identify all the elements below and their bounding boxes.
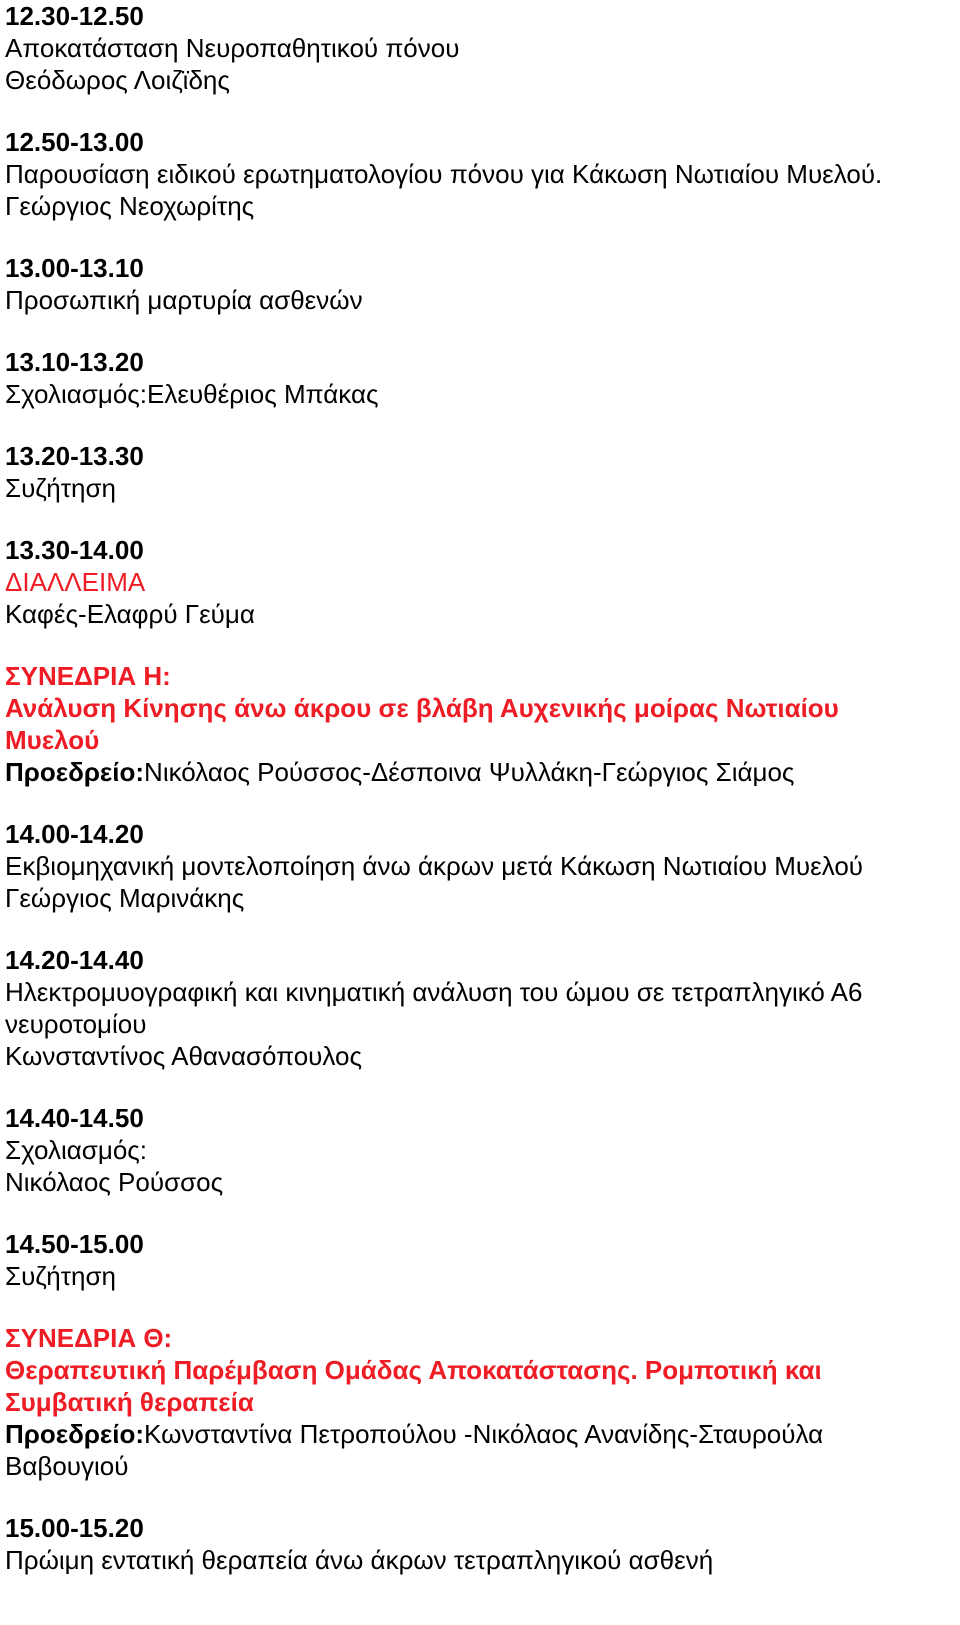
- speaker-name: Νικόλαος Ρούσσος: [5, 1167, 224, 1197]
- talk-title: Σχολιασμός:Ελευθέριος Μπάκας: [5, 379, 379, 409]
- session-chair: [5, 756, 955, 788]
- chair-names: Νικόλαος Ρούσσος-Δέσποινα Ψυλλάκη-Γεώργιος Σιάμος: [144, 757, 795, 787]
- talk-title: Συζήτηση: [5, 1261, 116, 1291]
- session-heading: ΣΥΝΕΔΡΙΑ Η:: [5, 661, 171, 691]
- session-title: [5, 1354, 955, 1386]
- speaker-name: Γεώργιος Μαρινάκης: [5, 883, 245, 913]
- session-title: Μυελού: [5, 725, 100, 755]
- time-slot: 14.00-14.20: [5, 819, 144, 849]
- time-slot: 14.50-15.00: [5, 1229, 144, 1259]
- time-slot: 13.30-14.00: [5, 535, 144, 565]
- time-slot: 12.30-12.50: [5, 1, 144, 31]
- talk-title: Παρουσίαση ειδικού ερωτηματολογίου πόνου για Κάκωση Νωτιαίου Μυελού.: [5, 159, 883, 189]
- talk-title: Ηλεκτρομυογραφική και κινηματική ανάλυση του ώμου σε τετραπληγικό Α6: [5, 977, 863, 1007]
- program-page: [5, 0, 955, 1576]
- chair-names: Κωνσταντίνα Πετροπούλου -Νικόλαος Ανανίδης-Σταυρούλα: [144, 1419, 824, 1449]
- session-title-part: Θεραπευτική Παρέμβαση Ομάδας Αποκατάστασης.: [5, 1355, 638, 1385]
- time-slot: 13.10-13.20: [5, 347, 144, 377]
- talk-title: Συζήτηση: [5, 473, 116, 503]
- session-chair: [5, 1418, 955, 1450]
- session-title: Ανάλυση Κίνησης άνω άκρου σε βλάβη Αυχενικής μοίρας Νωτιαίου: [5, 693, 839, 723]
- talk-title: Εκβιομηχανική μοντελοποίηση άνω άκρων μετά Κάκωση Νωτιαίου Μυελού: [5, 851, 864, 881]
- chair-names-continued: Βαβουγιού: [5, 1451, 129, 1481]
- time-slot: 13.20-13.30: [5, 441, 144, 471]
- talk-title: Αποκατάσταση Νευροπαθητικού πόνου: [5, 33, 460, 63]
- talk-title: Προσωπική μαρτυρία ασθενών: [5, 285, 363, 315]
- talk-title: Πρώιμη εντατική θεραπεία άνω άκρων τετραπληγικού ασθενή: [5, 1545, 714, 1575]
- speaker-name: Θεόδωρος Λοιζϊδης: [5, 65, 230, 95]
- session-title: Συμβατική θεραπεία: [5, 1387, 254, 1417]
- time-slot: 13.00-13.10: [5, 253, 144, 283]
- session-title-part: Ρομποτική και: [637, 1355, 822, 1385]
- talk-title: Καφές-Ελαφρύ Γεύμα: [5, 599, 255, 629]
- time-slot: 14.40-14.50: [5, 1103, 144, 1133]
- time-slot: 14.20-14.40: [5, 945, 144, 975]
- speaker-name: Κωνσταντίνος Αθανασόπουλος: [5, 1041, 362, 1071]
- time-slot: 15.00-15.20: [5, 1513, 144, 1543]
- talk-title: Σχολιασμός:: [5, 1135, 148, 1165]
- time-slot: 12.50-13.00: [5, 127, 144, 157]
- chair-label: Προεδρείο:: [5, 1419, 145, 1449]
- talk-title: νευροτομίου: [5, 1009, 147, 1039]
- session-heading: ΣΥΝΕΔΡΙΑ Θ:: [5, 1323, 173, 1353]
- speaker-name: Γεώργιος Νεοχωρίτης: [5, 191, 255, 221]
- chair-label: Προεδρείο:: [5, 757, 145, 787]
- break-label: ΔΙΑΛΛΕΙΜΑ: [5, 567, 146, 597]
